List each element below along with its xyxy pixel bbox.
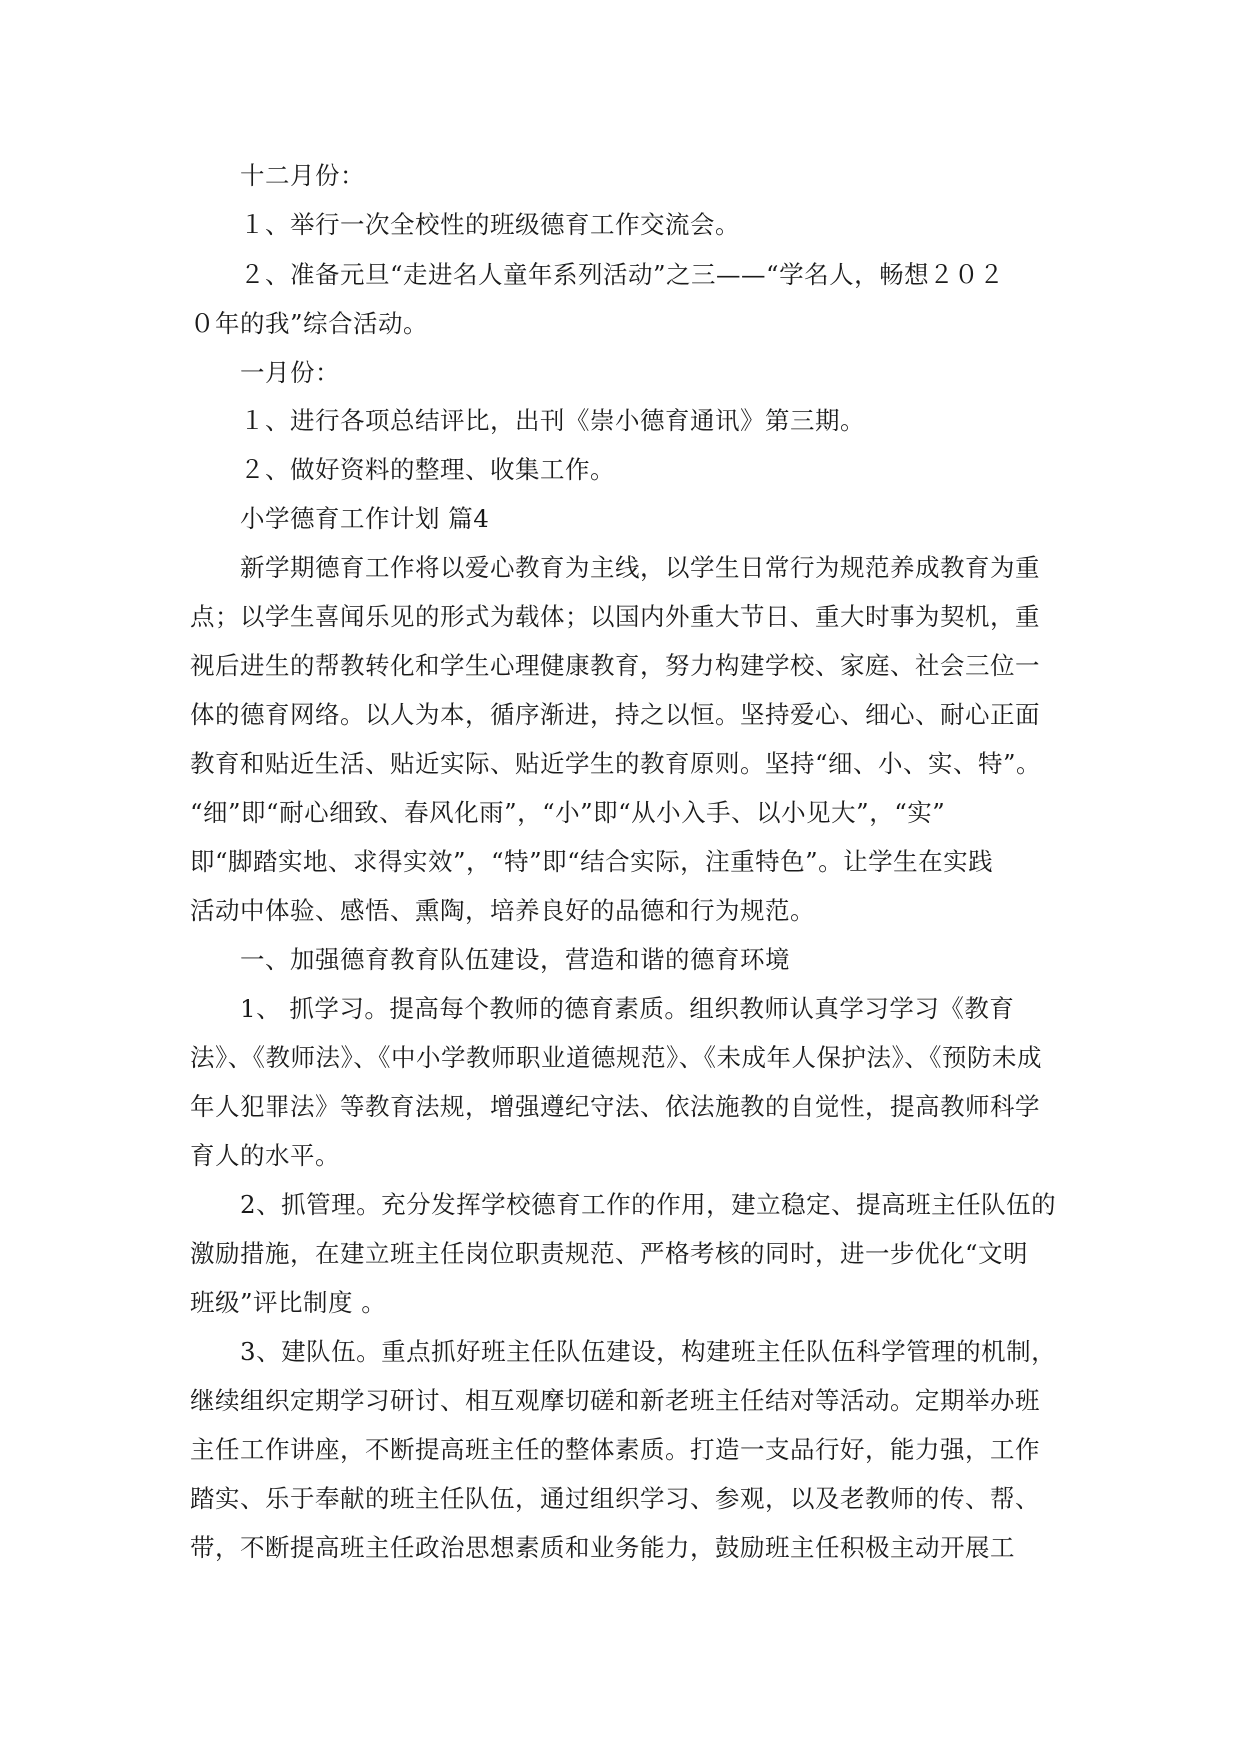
intro-paragraph-line: “细”即“耐心细致、春风化雨”，“小”即“从小入手、以小见大”，“实” — [190, 798, 946, 827]
item-management-line: 2、抓管理。充分发挥学校德育工作的作用，建立稳定、提高班主任队伍的 — [240, 1190, 1057, 1219]
month-heading-january: 一月份： — [240, 358, 340, 387]
intro-paragraph-line: 活动中体验、感悟、熏陶，培养良好的品德和行为规范。 — [190, 896, 815, 925]
intro-paragraph-line: 即“脚踏实地、求得实效”，“特”即“结合实际，注重特色”。让学生在实践 — [190, 847, 994, 876]
item-management-line: 激励措施，在建立班主任岗位职责规范、严格考核的同时，进一步优化“文明 — [190, 1239, 1029, 1268]
item-study-line: 法》、《教师法》、《中小学教师职业道德规范》、《未成年人保护法》、《预防未成 — [190, 1043, 1042, 1072]
december-item-1: １、举行一次全校性的班级德育工作交流会。 — [240, 210, 740, 239]
item-team-line: 带，不断提高班主任政治思想素质和业务能力，鼓励班主任积极主动开展工 — [190, 1533, 1015, 1562]
intro-paragraph-line: 新学期德育工作将以爱心教育为主线，以学生日常行为规范养成教育为重 — [240, 553, 1040, 582]
january-item-1: １、进行各项总结评比，出刊《崇小德育通讯》第三期。 — [240, 406, 865, 435]
intro-paragraph-line: 体的德育网络。以人为本，循序渐进，持之以恒。坚持爱心、细心、耐心正面 — [190, 700, 1040, 729]
intro-paragraph-line: 教育和贴近生活、贴近实际、贴近学生的教育原则。坚持“细、小、实、特”。 — [190, 749, 1042, 778]
item-team-line: 继续组织定期学习研讨、相互观摩切磋和新老班主任结对等活动。定期举办班 — [190, 1386, 1040, 1415]
subsection-heading: 一、加强德育教育队伍建设，营造和谐的德育环境 — [240, 945, 790, 974]
item-study-line: 1、 抓学习。提高每个教师的德育素质。组织教师认真学习学习《教育 — [240, 994, 1015, 1023]
item-team-line: 3、建队伍。重点抓好班主任队伍建设，构建班主任队伍科学管理的机制， — [240, 1337, 1057, 1366]
month-heading-december: 十二月份： — [240, 161, 365, 190]
section-title: 小学德育工作计划 篇4 — [240, 504, 490, 533]
intro-paragraph-line: 视后进生的帮教转化和学生心理健康教育，努力构建学校、家庭、社会三位一 — [190, 651, 1040, 680]
december-item-2: ２、准备元旦“走进名人童年系列活动”之三——“学名人，畅想２０２ — [240, 260, 1005, 289]
december-item-2-cont: ０年的我”综合活动。 — [190, 309, 429, 338]
item-team-line: 踏实、乐于奉献的班主任队伍，通过组织学习、参观，以及老教师的传、帮、 — [190, 1484, 1040, 1513]
item-study-line: 育人的水平。 — [190, 1141, 340, 1170]
january-item-2: ２、做好资料的整理、收集工作。 — [240, 455, 615, 484]
item-study-line: 年人犯罪法》等教育法规，增强遵纪守法、依法施教的自觉性，提高教师科学 — [190, 1092, 1040, 1121]
item-team-line: 主任工作讲座，不断提高班主任的整体素质。打造一支品行好，能力强，工作 — [190, 1435, 1040, 1464]
item-management-line: 班级”评比制度 。 — [190, 1288, 387, 1317]
intro-paragraph-line: 点；以学生喜闻乐见的形式为载体；以国内外重大节日、重大时事为契机，重 — [190, 602, 1040, 631]
